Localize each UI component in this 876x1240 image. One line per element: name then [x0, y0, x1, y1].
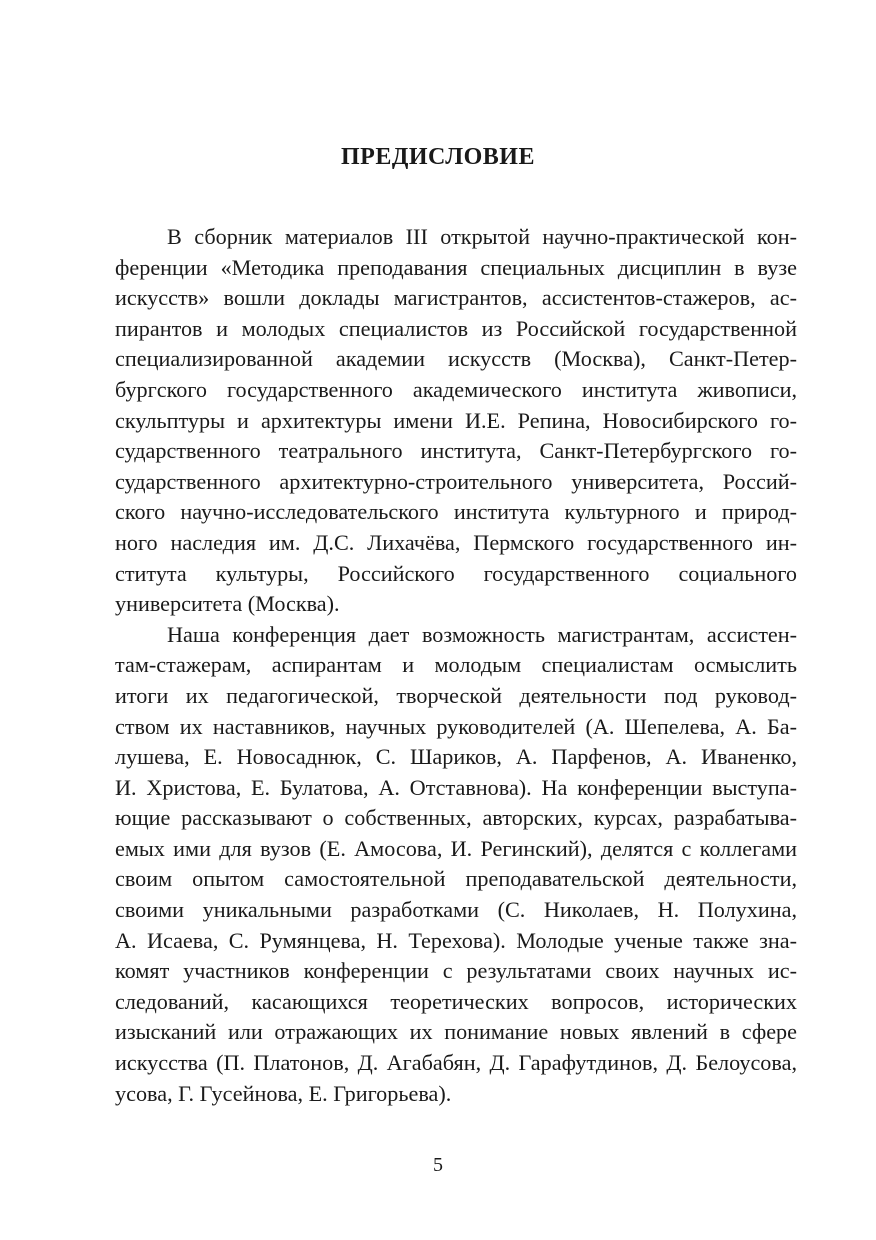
text-line: А. Исаева, С. Румянцева, Н. Терехова). Молодые ученые также зна- — [115, 927, 797, 953]
text-line: лушева, Е. Новосаднюк, С. Шариков, А. Парфенов, А. Иваненко, — [115, 744, 797, 770]
text-line: сударственного архитектурно-строительного университета, Россий- — [115, 468, 797, 494]
text-line: своим опытом самостоятельной преподавательской деятельности, — [115, 866, 797, 892]
text-line: искусств» вошли доклады магистрантов, ассистентов-стажеров, ас- — [115, 285, 797, 311]
text-line: ством их наставников, научных руководителей (А. Шепелева, А. Ба- — [115, 713, 797, 739]
text-line: ного наследия им. Д.С. Лихачёва, Пермского государственного ин- — [115, 529, 797, 555]
text-line: емых ими для вузов (Е. Амосова, И. Регинский), делятся с коллегами — [115, 835, 797, 861]
text-line: университета (Москва). — [115, 591, 340, 617]
text-line: ющие рассказывают о собственных, авторских, курсах, разрабатыва- — [115, 805, 797, 831]
text-line: ференции «Методика преподавания специальных дисциплин в вузе — [115, 254, 797, 280]
text-line: скульптуры и архитектуры имени И.Е. Репина, Новосибирского го- — [115, 407, 797, 433]
text-line: И. Христова, Е. Булатова, А. Отставнова). На конференции выступа- — [115, 774, 797, 800]
text-line: пирантов и молодых специалистов из Российской государственной — [115, 315, 797, 341]
text-line: итоги их педагогической, творческой деятельности под руковод- — [115, 682, 797, 708]
text-line: там-стажерам, аспирантам и молодым специалистам осмыслить — [115, 652, 797, 678]
paragraph-2 — [115, 620, 797, 1110]
text-line: следований, касающихся теоретических вопросов, исторических — [115, 988, 797, 1014]
text-line: ститута культуры, Российского государственного социального — [115, 560, 797, 586]
text-line: изысканий или отражающих их понимание новых явлений в сфере — [115, 1019, 797, 1045]
text-line: специализированной академии искусств (Москва), Санкт-Петер- — [115, 346, 797, 372]
text-line: комят участников конференции с результатами своих научных ис- — [115, 958, 797, 984]
page-title: ПРЕДИСЛОВИЕ — [341, 144, 535, 170]
text-line: искусства (П. Платонов, Д. Агабабян, Д. Гарафутдинов, Д. Белоусова, — [115, 1050, 797, 1076]
page-number: 5 — [433, 1154, 443, 1176]
text-line: своими уникальными разработками (С. Николаев, Н. Полухина, — [115, 897, 797, 923]
text-line: В сборник материалов III открытой научно-практической кон- — [167, 224, 797, 249]
text-line: Наша конференция дает возможность магистрантам, ассистен- — [167, 621, 797, 647]
text-line: бургского государственного академического института живописи, — [115, 376, 797, 402]
body-text — [115, 222, 797, 1109]
paragraph-1 — [115, 222, 797, 620]
text-line: ского научно-исследовательского института культурного и природ- — [115, 499, 797, 525]
text-line: усова, Г. Гусейнова, Е. Григорьева). — [115, 1080, 452, 1106]
text-line: сударственного театрального института, Санкт-Петербургского го- — [115, 438, 797, 464]
